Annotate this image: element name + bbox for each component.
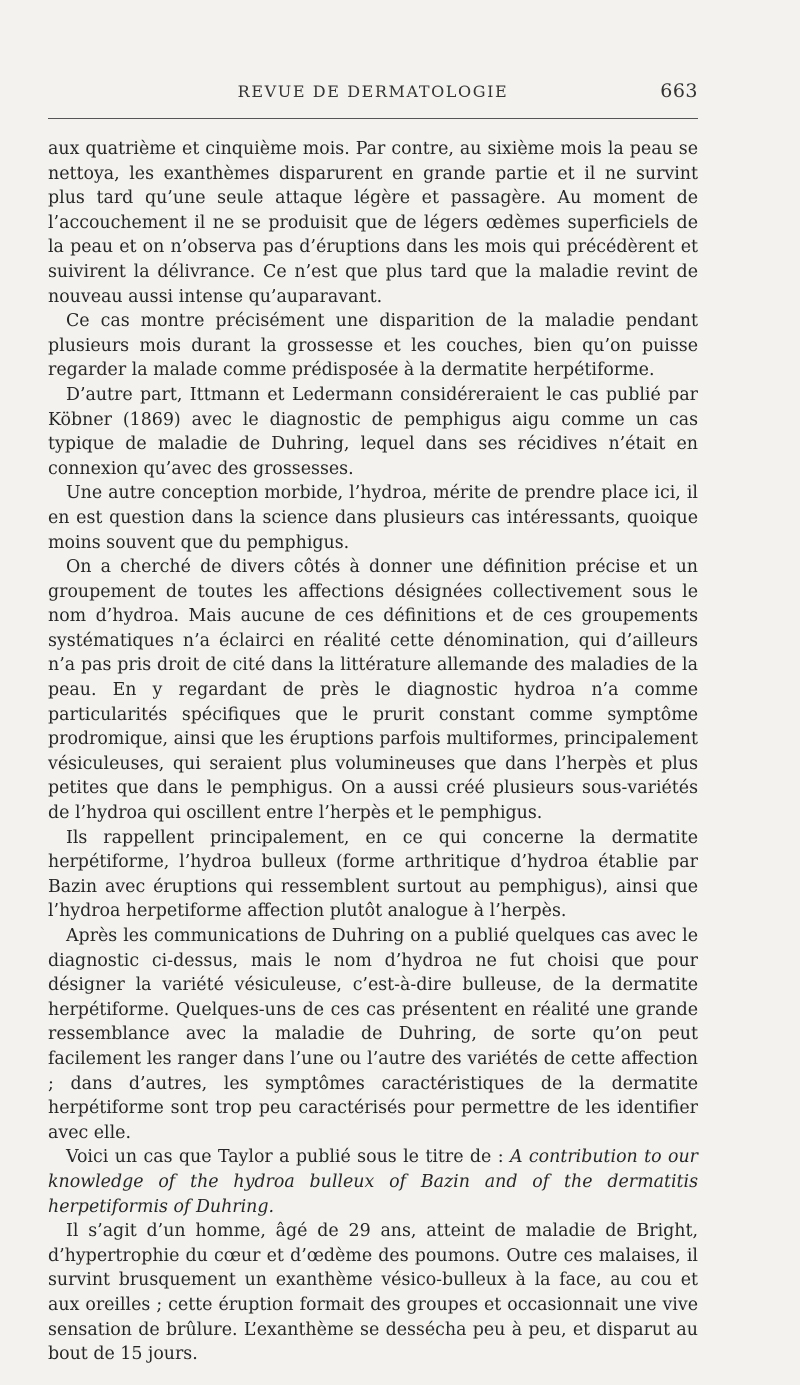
page-header	[48, 80, 698, 110]
paragraph-4: Une autre conception morbide, l’hydroa, mérite de prendre place ici, il en est question dans la science dans plusieurs cas intéressants, quoique moins souvent que du pemphigus.	[48, 483, 698, 553]
header-rule	[48, 118, 698, 119]
paragraph-1: aux quatrième et cinquième mois. Par contre, au sixième mois la peau se nettoya, les exanthèmes disparurent en grande partie et il ne survint plus tard qu’une seule attaque légère et passagère. Au moment de l’accouchement il ne se produisit que de légers œdèmes superficiels de la peau et on n’observa pas d’éruptions dans les mois qui précédèrent et suivirent la délivrance. Ce n’est que plus tard que la maladie revint de nouveau aussi intense qu’auparavant.	[48, 139, 698, 307]
paragraph-3: D’autre part, Ittmann et Ledermann considéreraient le cas publié par Köbner (1869) avec le diagnostic de pemphigus aigu comme un cas typique de maladie de Duhring, lequel dans ses récidives n’était en connexion qu’avec des grossesses.	[48, 384, 698, 479]
paragraph-8-text: Voici un cas que Taylor a publié sous le titre de :	[66, 1147, 510, 1168]
body-text	[48, 137, 698, 1367]
paragraph-7: Après les communications de Duhring on a publié quelques cas avec le diagnostic ci-dessus, mais le nom d’hydroa ne fut choisi que pour désigner la variété vésiculeuse, c’est-à-dire bulleuse, de la dermatite herpétiforme. Quelques-uns de ces cas présentent en réalité une grande ressemblance avec la maladie de Duhring, de sorte qu’on peut facilement les ranger dans l’une ou l’autre des variétés de cette affection ; dans d’autres, les symptômes caractéristiques de la dermatite herpétiforme sont trop peu caractérisés pour permettre de les identifier avec elle.	[48, 926, 698, 1143]
paragraph-8	[48, 1145, 698, 1219]
paragraph-5: On a cherché de divers côtés à donner une définition précise et un groupement de toutes les affections désignées collectivement sous le nom d’hydroa. Mais aucune de ces définitions et de ces groupements systématiques n’a éclairci en réalité cette dénomination, qui d’ailleurs n’a pas pris droit de cité dans la littérature allemande des maladies de la peau. En y regardant de près le diagnostic hydroa n’a comme particularités spécifiques que le prurit constant comme symptôme prodromique, ainsi que les éruptions parfois multiformes, principalement vésiculeuses, qui seraient plus volumineuses que dans l’herpès et plus petites que dans le pemphigus. On a aussi créé plusieurs sous-variétés de l’hydroa qui oscillent entre l’herpès et le pemphigus.	[48, 557, 698, 824]
paragraph-6: Ils rappellent principalement, en ce qui concerne la dermatite herpétiforme, l’hydroa bulleux (forme arthritique d’hydroa établie par Bazin avec éruptions qui ressemblent surtout au pemphigus), ainsi que l’hydroa herpetiforme affection plutôt analogue à l’herpès.	[48, 827, 698, 922]
paragraph-9: Il s’agit d’un homme, âgé de 29 ans, atteint de maladie de Bright, d’hypertrophie du cœur et d’œdème des poumons. Outre ces malaises, il survint brusquement un exanthème vésico-bulleux à la face, au cou et aux oreilles ; cette éruption formait des groupes et occasionnait une vive sensation de brûlure. L’exanthème se dessécha peu à peu, et disparut au bout de 15 jours.	[48, 1221, 698, 1365]
article-title: A contribution to our knowledge of the hydroa bulleux of Bazin and of the dermatitis herpetiformis of Duhring.	[48, 1147, 698, 1217]
paragraph-2: Ce cas montre précisément une disparition de la maladie pendant plusieurs mois durant la grossesse et les couches, bien qu’on puisse regarder la malade comme prédisposée à la dermatite herpétiforme.	[48, 311, 698, 381]
running-head: REVUE DE DERMATOLOGIE	[237, 82, 509, 101]
page-number: 663	[660, 80, 698, 102]
